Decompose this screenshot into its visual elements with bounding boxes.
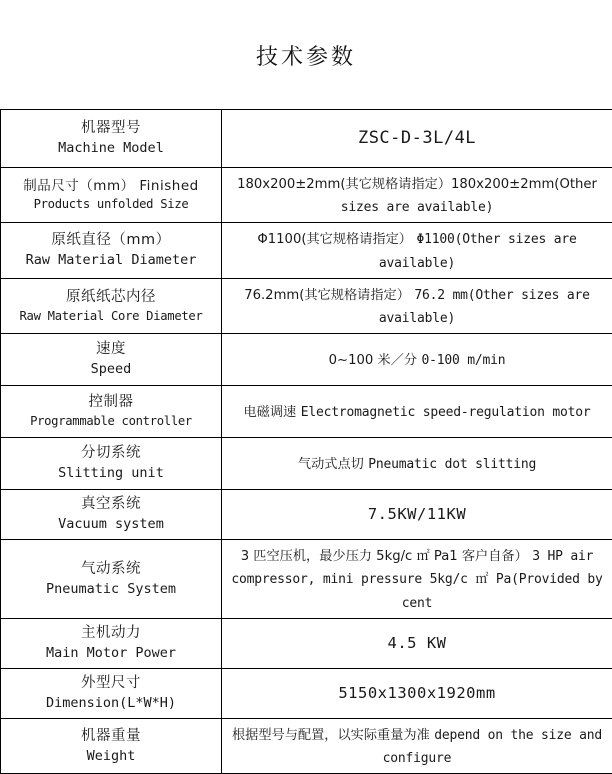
row-value-dimension bbox=[222, 668, 612, 718]
value-en: Electromagnetic speed-regulation motor bbox=[301, 405, 591, 420]
value-main: ZSC-D-3L/4L bbox=[358, 128, 476, 148]
value-en: Φ1100(Other sizes are available) bbox=[379, 232, 577, 270]
value-cn: Φ1100(其它规格请指定） bbox=[257, 232, 412, 247]
label-cn: 机器型号 bbox=[7, 118, 215, 139]
row-label-machine-model bbox=[1, 110, 222, 168]
value-cn: 76.2mm(其它规格请指定） bbox=[244, 288, 410, 303]
row-value-slitting-unit bbox=[222, 438, 612, 490]
label-en: Raw Material Diameter bbox=[7, 251, 215, 271]
row-value-main-motor-power bbox=[222, 618, 612, 668]
row-value-weight bbox=[222, 718, 612, 773]
row-label-raw-material-diameter bbox=[1, 223, 222, 278]
value-cn: 电磁调速 bbox=[243, 405, 296, 420]
row-value-vacuum-system bbox=[222, 490, 612, 540]
table-row bbox=[1, 668, 612, 718]
label-cn: 原纸直径（mm） bbox=[7, 230, 215, 251]
value-en: 3 HP air compressor, mini pressure 5kg/c ㎡ Pa(Provided by cent bbox=[231, 549, 602, 610]
row-value-controller bbox=[222, 386, 612, 438]
label-en: Main Motor Power bbox=[7, 644, 215, 664]
table-row bbox=[1, 438, 612, 490]
table-row bbox=[1, 718, 612, 773]
table-row bbox=[1, 223, 612, 278]
label-en: Products unfolded Size bbox=[7, 196, 215, 214]
label-en: Programmable controller bbox=[7, 413, 215, 431]
label-cn: 分切系统 bbox=[7, 443, 215, 464]
row-label-core-diameter bbox=[1, 278, 222, 333]
row-label-pneumatic-system bbox=[1, 540, 222, 619]
table-row bbox=[1, 490, 612, 540]
row-value-core-diameter bbox=[222, 278, 612, 333]
table-row bbox=[1, 278, 612, 333]
row-label-controller bbox=[1, 386, 222, 438]
value-cn: 3 匹空压机，最少压力 5kg/c ㎡ Pa1 客户自备） bbox=[241, 549, 528, 564]
label-cn: 机器重量 bbox=[7, 726, 215, 747]
value-cn: 0~100 米／分 bbox=[329, 353, 417, 368]
row-value-machine-model bbox=[222, 110, 612, 168]
label-cn: 真空系统 bbox=[7, 494, 215, 515]
label-en: Vacuum system bbox=[7, 515, 215, 535]
table-row bbox=[1, 110, 612, 168]
label-cn: 原纸纸芯内径 bbox=[7, 287, 215, 308]
row-label-vacuum-system bbox=[1, 490, 222, 540]
value-en: Pneumatic dot slitting bbox=[368, 457, 536, 472]
value-cn: 根据型号与配置，以实际重量为准 bbox=[232, 728, 430, 743]
label-cn: 控制器 bbox=[7, 392, 215, 413]
row-label-slitting-unit bbox=[1, 438, 222, 490]
table-row bbox=[1, 334, 612, 386]
label-en: Raw Material Core Diameter bbox=[7, 308, 215, 326]
table-row bbox=[1, 540, 612, 619]
value-en: 0-100 m/min bbox=[421, 353, 505, 368]
value-cn: 180x200±2mm(其它规格请指定）180x200±2mm(Other bbox=[237, 177, 597, 192]
row-label-dimension bbox=[1, 668, 222, 718]
value-main: 7.5KW/11KW bbox=[368, 505, 466, 523]
table-row bbox=[1, 618, 612, 668]
row-label-weight bbox=[1, 718, 222, 773]
value-en: depend on the size and configure bbox=[383, 728, 602, 766]
row-label-main-motor-power bbox=[1, 618, 222, 668]
label-cn: 主机动力 bbox=[7, 623, 215, 644]
row-label-finished-size bbox=[1, 168, 222, 223]
label-en: Machine Model bbox=[7, 139, 215, 159]
label-cn: 气动系统 bbox=[7, 559, 215, 580]
table-row bbox=[1, 386, 612, 438]
label-cn: 速度 bbox=[7, 339, 215, 360]
row-label-speed bbox=[1, 334, 222, 386]
value-main: 4.5 KW bbox=[388, 634, 447, 652]
label-en: Dimension(L*W*H) bbox=[7, 694, 215, 714]
label-en: Weight bbox=[7, 747, 215, 767]
row-value-pneumatic-system bbox=[222, 540, 612, 619]
value-main: 5150x1300x1920mm bbox=[338, 684, 495, 702]
specifications-table bbox=[0, 109, 612, 774]
value-cn: 气动式点切 bbox=[298, 457, 364, 472]
label-cn: 制品尺寸（mm） Finished bbox=[7, 177, 215, 197]
row-value-raw-material-diameter bbox=[222, 223, 612, 278]
label-en: Pneumatic System bbox=[7, 580, 215, 600]
table-row bbox=[1, 168, 612, 223]
label-en: Speed bbox=[7, 360, 215, 380]
row-value-finished-size bbox=[222, 168, 612, 223]
label-cn: 外型尺寸 bbox=[7, 673, 215, 694]
value-en: sizes are available) bbox=[341, 200, 494, 215]
label-en: Slitting unit bbox=[7, 464, 215, 484]
page-title: 技术参数 bbox=[0, 0, 612, 109]
row-value-speed bbox=[222, 334, 612, 386]
value-en: 76.2 mm(Other sizes are available) bbox=[379, 288, 590, 326]
